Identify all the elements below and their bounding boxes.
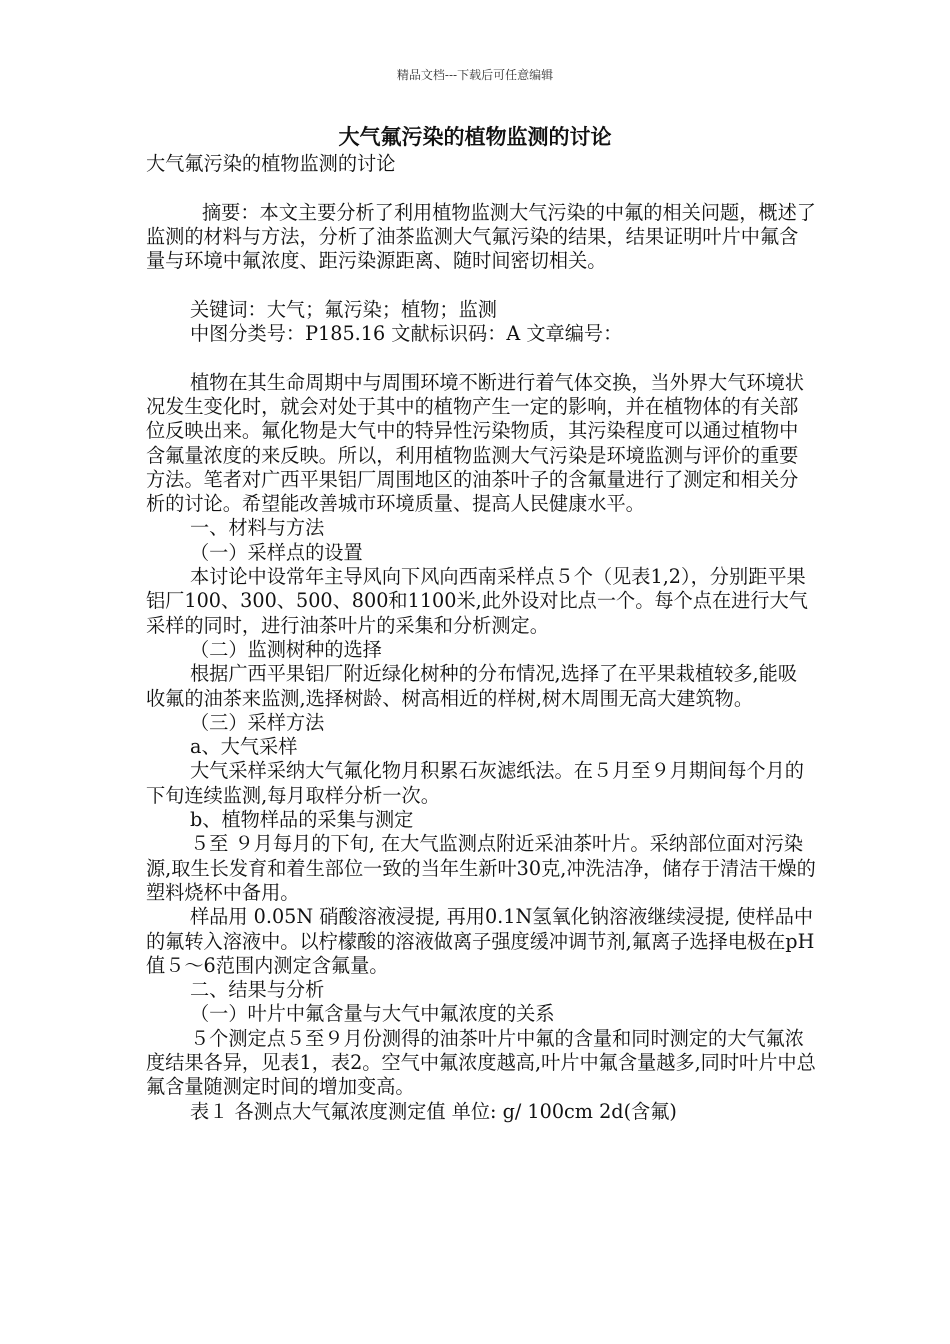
- page-header: 精品文档---下载后可任意编辑: [396, 68, 554, 82]
- subsection-heading-1-3: （三）采样方法: [190, 710, 325, 734]
- classification-line: 中图分类号：P185.16 文献标识码：A 文章编号：: [190, 322, 623, 346]
- paragraph-1-3b-2: 样品用 0.05N 硝酸溶液浸提, 再用0.1N氢氧化钠溶液继续浸提, 使样品中的氟转入溶液中。以柠檬酸的溶液做离子强度缓冲调节剂,氟离子选择电极在pH 值５～6范围内测定含氟量。: [146, 905, 815, 977]
- paragraph-1-3a: 大气采样采纳大气氟化物月积累石灰滤纸法。在５月至９月期间每个月的下旬连续监测,每月取样分析一次。: [146, 759, 804, 807]
- item-heading-1-3a: a、大气采样: [190, 735, 298, 759]
- subsection-heading-2-1: （一）叶片中氟含量与大气中氟浓度的关系: [190, 1002, 555, 1026]
- spacer: [146, 346, 816, 370]
- paragraph-1-2: 根据广西平果铝厂附近绿化树种的分布情况,选择了在平果栽植较多,能吸收氟的油茶来监测,选择树龄、树高相近的样树,树木周围无高大建筑物。: [146, 662, 798, 710]
- spacer: [146, 273, 816, 297]
- intro-paragraph: 植物在其生命周期中与周围环境不断进行着气体交换，当外界大气环境状况发生变化时，就会对处于其中的植物产生一定的影响，并在植物体的有关部位反映出来。氟化物是大气中的特异性污染物质，其污染程度可以通过植物中含氟量浓度的来反映。所以，利用植物监测大气污染是环境监测与评价的重要方法。笔者对广西平果铝厂周围地区的油茶叶子的含氟量进行了测定和相关分析的讨论。希望能改善城市环境质量、提高人民健康水平。: [146, 370, 804, 516]
- spacer: [146, 176, 816, 200]
- document-subtitle: 大气氟污染的植物监测的讨论: [146, 152, 396, 175]
- paragraph-1-1: 本讨论中设常年主导风向下风向西南采样点５个（见表1,2），分别距平果铝厂100、300、500、800和1100米,此外设对比点一个。每个点在进行大气采样的同时，进行油茶叶片的采集和分析测定。: [146, 565, 808, 637]
- table-caption: 表１ 各测点大气氟浓度测定值 单位: g/ 100cm 2d(含氟): [190, 1099, 677, 1123]
- item-heading-1-3b: b、植物样品的采集与测定: [190, 808, 414, 832]
- paragraph-1-3b-1: ５至 ９月每月的下旬, 在大气监测点附近采油茶叶片。采纳部位面对污染源,取生长发育和着生部位一致的当年生新叶30克,冲洗洁净，储存于清洁干燥的塑料烧杯中备用。: [146, 832, 816, 904]
- section-heading-1: 一、材料与方法: [190, 516, 325, 540]
- document-body: [146, 152, 816, 1124]
- document-title: 大气氟污染的植物监测的讨论: [338, 124, 612, 149]
- keywords-line: 关键词：大气；氟污染；植物；监测: [190, 297, 497, 321]
- abstract-paragraph: 摘要：本文主要分析了利用植物监测大气污染的中氟的相关问题，概述了监测的材料与方法，分析了油茶监测大气氟污染的结果，结果证明叶片中氟含量与环境中氟浓度、距污染源距离、随时间密切相关。: [146, 200, 816, 273]
- paragraph-2-1: ５个测定点５至９月份测得的油茶叶片中氟的含量和同时测定的大气氟浓度结果各异，见表1，表2。空气中氟浓度越高,叶片中氟含量越多,同时叶片中总氟含量随测定时间的增加变高。: [146, 1026, 816, 1099]
- subsection-heading-1-1: （一）采样点的设置: [190, 540, 363, 564]
- subsection-heading-1-2: （二）监测树种的选择: [190, 637, 382, 661]
- section-heading-2: 二、结果与分析: [190, 978, 325, 1002]
